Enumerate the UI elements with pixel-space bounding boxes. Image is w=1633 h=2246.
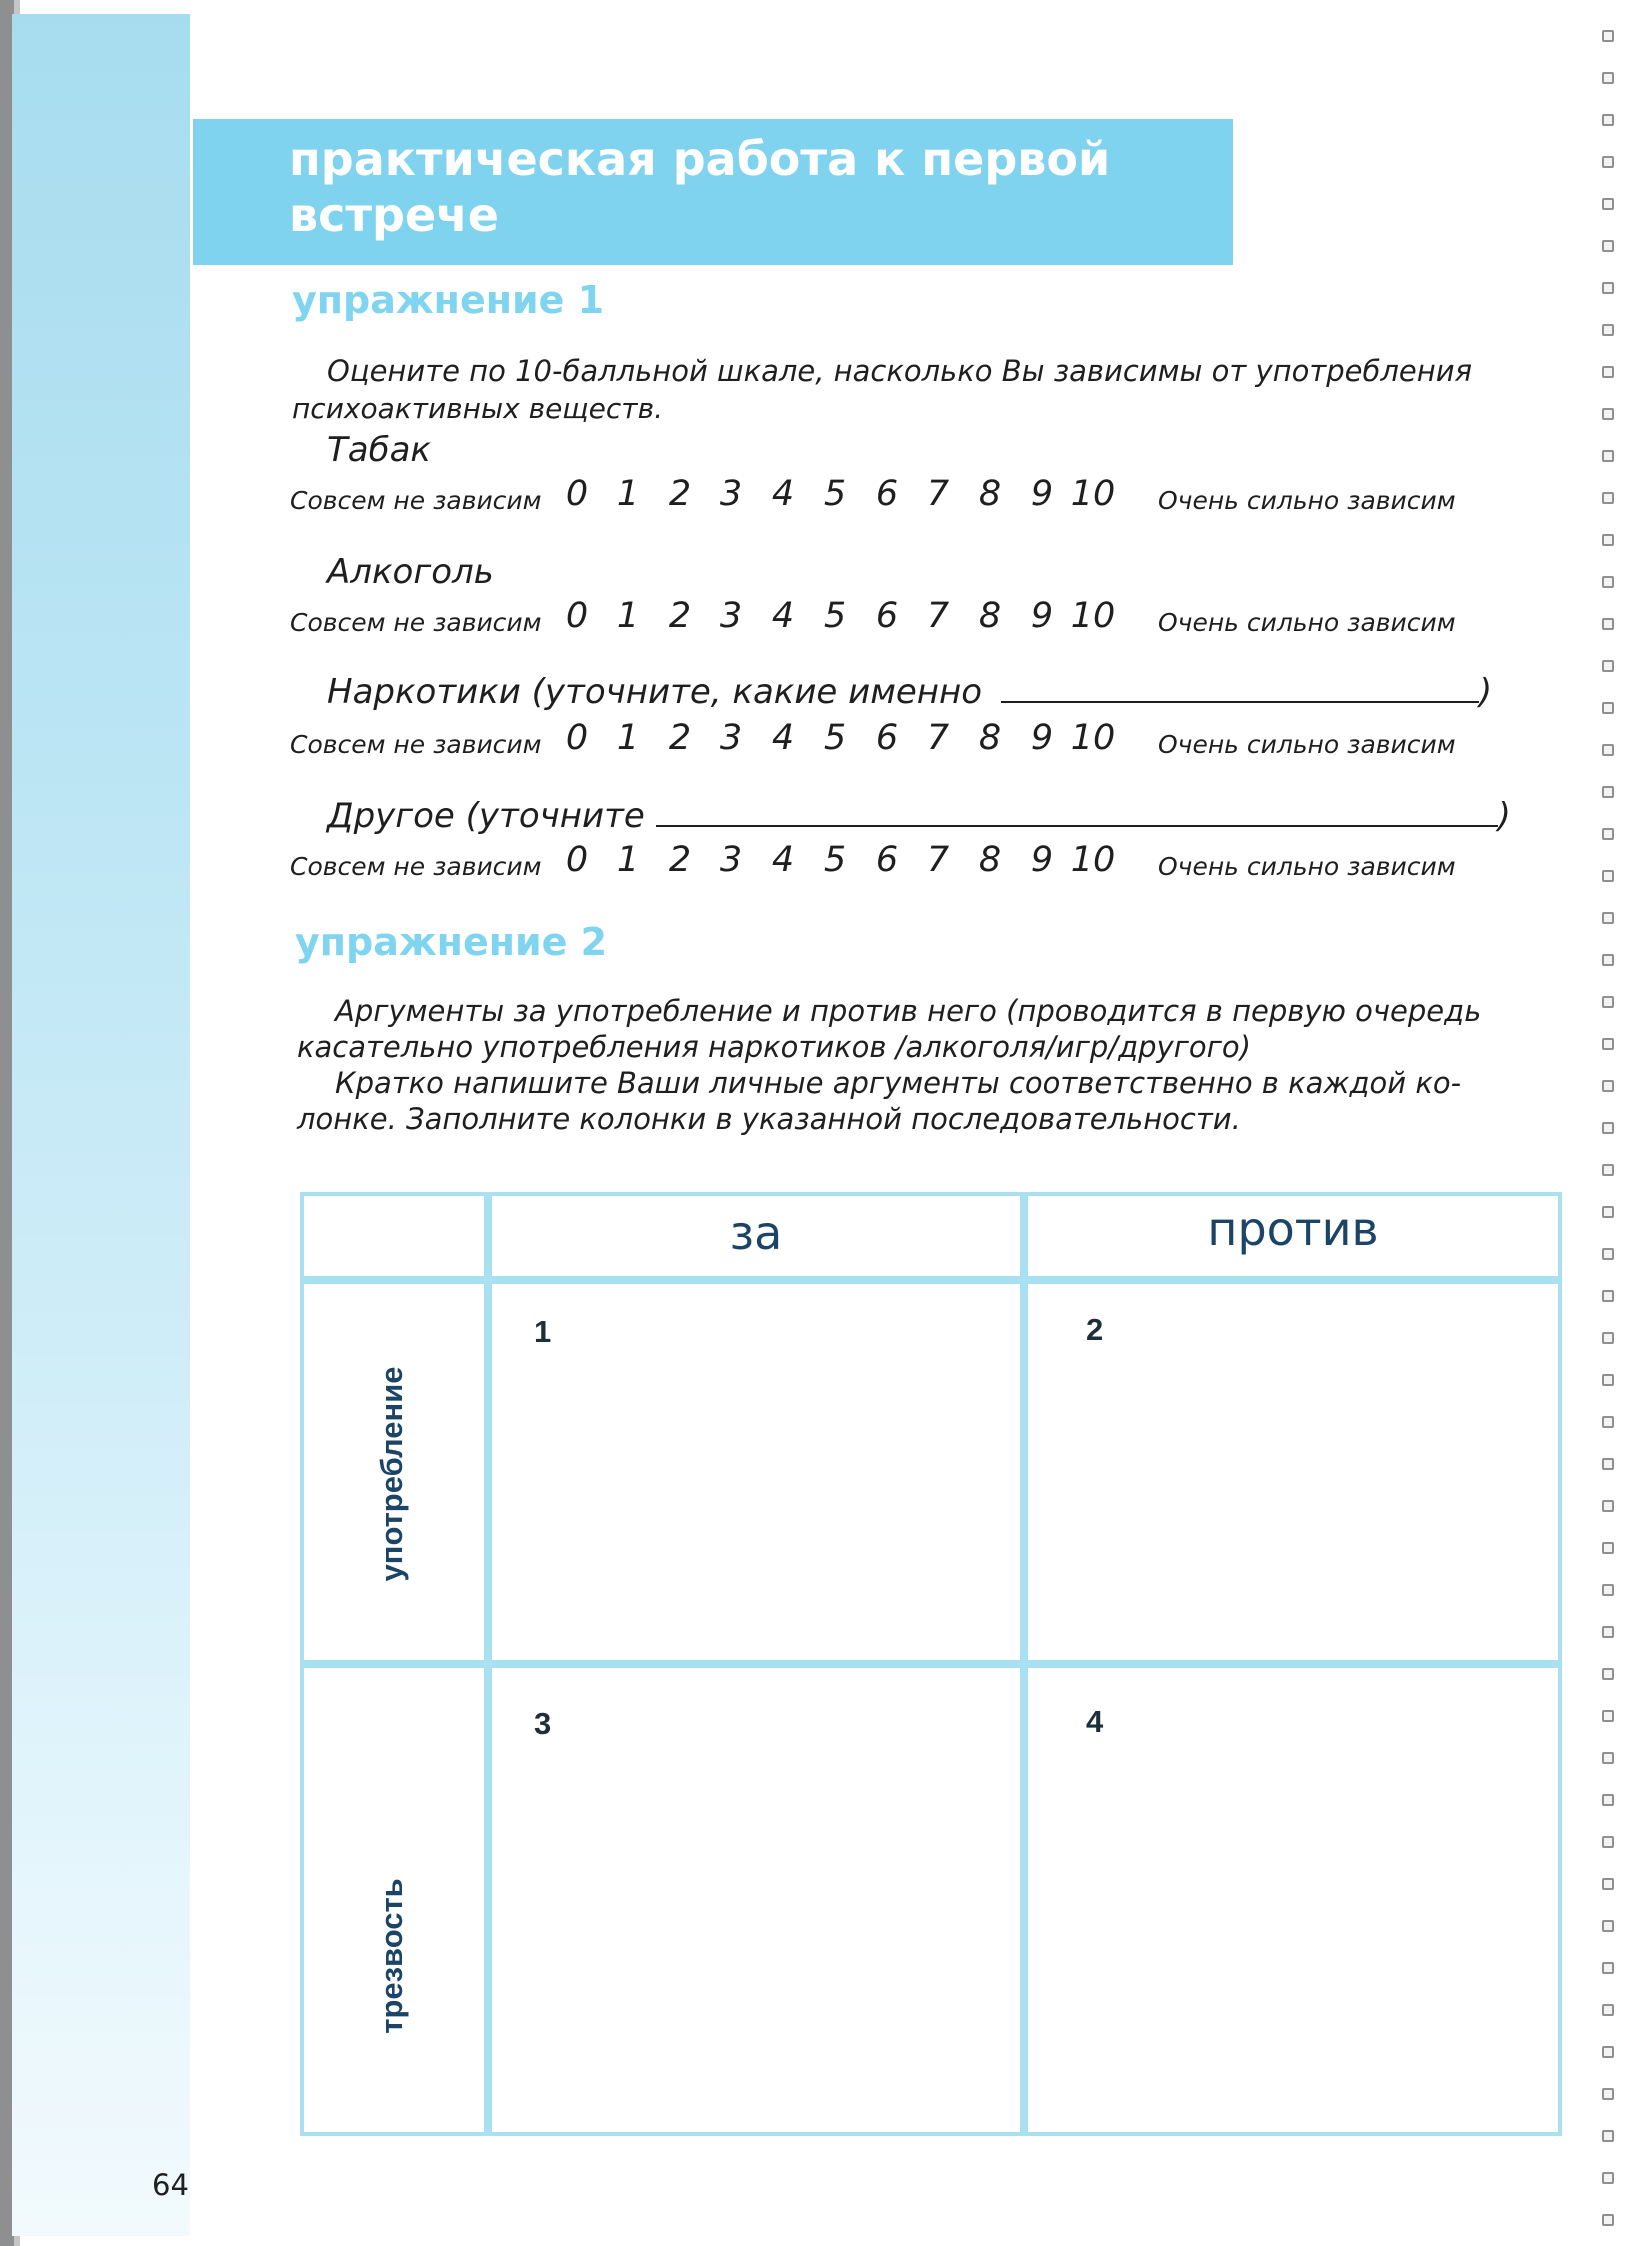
scale-value[interactable]: 2	[668, 596, 692, 636]
binding-hole	[1602, 1752, 1614, 1764]
cell-number: 4	[1086, 1704, 1104, 1739]
column-header-against: против	[1207, 1202, 1379, 1256]
binding-hole	[1602, 1332, 1614, 1344]
closing-paren: )	[1497, 796, 1511, 836]
binding-hole	[1602, 282, 1614, 294]
answer-cell-3[interactable]	[492, 1668, 1020, 2132]
scale-value[interactable]: 1	[616, 596, 640, 636]
rating-scale-other	[290, 840, 1490, 884]
binding-hole	[1602, 1626, 1614, 1638]
binding-hole	[1602, 1836, 1614, 1848]
scale-value[interactable]: 9	[1030, 474, 1054, 514]
page-title: практическая работа к первой встрече	[289, 132, 1111, 242]
binding-hole	[1602, 366, 1614, 378]
scale-value[interactable]: 5	[823, 718, 847, 758]
scale-value[interactable]: 10	[1070, 718, 1116, 758]
scale-value[interactable]: 5	[823, 596, 847, 636]
exercise-1-heading: упражнение 1	[292, 278, 605, 322]
exercise-2-heading: упражнение 2	[295, 920, 608, 964]
answer-cell-1[interactable]	[492, 1284, 1020, 1660]
exercise-2-text-line-2: касательно употребления наркотиков /алкоголя/игр/другого)	[297, 1030, 1251, 1064]
scale-label-other	[327, 796, 1511, 836]
binding-hole	[1602, 1038, 1614, 1050]
scale-value[interactable]: 3	[719, 718, 743, 758]
scale-min-label: Совсем не зависим	[290, 852, 542, 881]
cell-number: 3	[534, 1706, 552, 1741]
rating-scale-drugs	[290, 718, 1490, 762]
binding-hole	[1602, 828, 1614, 840]
spiral-binding	[1598, 20, 1618, 2230]
binding-hole	[1602, 1206, 1614, 1218]
scale-value[interactable]: 0	[565, 474, 589, 514]
binding-hole	[1602, 1164, 1614, 1176]
binding-hole	[1602, 450, 1614, 462]
scale-max-label: Очень сильно зависим	[1158, 852, 1456, 881]
scale-label-text: Алкоголь	[327, 552, 494, 592]
binding-hole	[1602, 1374, 1614, 1386]
scale-value[interactable]: 1	[616, 718, 640, 758]
scale-value[interactable]: 3	[719, 596, 743, 636]
binding-hole	[1602, 2046, 1614, 2058]
scale-value[interactable]: 3	[719, 840, 743, 880]
scale-label-drugs	[327, 672, 1492, 712]
binding-hole	[1602, 114, 1614, 126]
scale-value[interactable]: 8	[978, 840, 1002, 880]
binding-hole	[1602, 408, 1614, 420]
binding-hole	[1602, 1794, 1614, 1806]
cell-number: 2	[1086, 1312, 1104, 1347]
scale-label-text: Табак	[327, 430, 431, 470]
binding-hole	[1602, 30, 1614, 42]
rating-scale-tobacco	[290, 474, 1490, 518]
scale-min-label: Совсем не зависим	[290, 486, 542, 515]
scale-value[interactable]: 5	[823, 840, 847, 880]
binding-hole	[1602, 1080, 1614, 1092]
scale-value[interactable]: 9	[1030, 596, 1054, 636]
binding-hole	[1602, 744, 1614, 756]
binding-hole	[1602, 954, 1614, 966]
exercise-2-text-line-1: Аргументы за употребление и против него (проводится в первую очередь	[335, 994, 1482, 1028]
binding-hole	[1602, 72, 1614, 84]
binding-hole	[1602, 912, 1614, 924]
scale-value[interactable]: 4	[771, 840, 795, 880]
binding-hole	[1602, 198, 1614, 210]
row-header-sobriety: трезвость	[374, 1878, 409, 2034]
table-divider	[304, 1660, 1558, 1668]
binding-hole	[1602, 660, 1614, 672]
binding-hole	[1602, 1668, 1614, 1680]
cell-number: 1	[534, 1314, 552, 1349]
binding-hole	[1602, 1500, 1614, 1512]
binding-hole	[1602, 1962, 1614, 1974]
binding-hole	[1602, 1122, 1614, 1134]
scale-value[interactable]: 8	[978, 718, 1002, 758]
scale-value[interactable]: 0	[565, 596, 589, 636]
scale-label-text: Наркотики (уточните, какие именно	[327, 672, 983, 712]
scale-value[interactable]: 6	[875, 718, 899, 758]
scale-value[interactable]: 6	[875, 840, 899, 880]
title-banner	[193, 119, 1233, 265]
binding-hole	[1602, 492, 1614, 504]
scale-value[interactable]: 9	[1030, 840, 1054, 880]
scale-value[interactable]: 4	[771, 596, 795, 636]
column-header-for: за	[729, 1206, 783, 1260]
scale-value[interactable]: 6	[875, 474, 899, 514]
answer-cell-2[interactable]	[1028, 1284, 1558, 1660]
scale-value[interactable]: 7	[926, 718, 950, 758]
binding-hole	[1602, 240, 1614, 252]
binding-hole	[1602, 1458, 1614, 1470]
binding-hole	[1602, 2004, 1614, 2016]
binding-hole	[1602, 1710, 1614, 1722]
scale-value[interactable]: 5	[823, 474, 847, 514]
row-header-use: употребление	[374, 1366, 409, 1582]
binding-hole	[1602, 2130, 1614, 2142]
scale-value[interactable]: 10	[1070, 596, 1116, 636]
scale-value[interactable]: 3	[719, 474, 743, 514]
scale-value[interactable]: 7	[926, 596, 950, 636]
scale-value[interactable]: 1	[616, 474, 640, 514]
rating-scale-alcohol	[290, 596, 1490, 640]
binding-hole	[1602, 702, 1614, 714]
binding-hole	[1602, 2172, 1614, 2184]
scale-max-label: Очень сильно зависим	[1158, 730, 1456, 759]
scale-value[interactable]: 2	[668, 474, 692, 514]
scale-max-label: Очень сильно зависим	[1158, 608, 1456, 637]
binding-hole	[1602, 618, 1614, 630]
scale-label-text: Другое (уточните	[327, 796, 645, 836]
exercise-2-text-line-4: лонке. Заполните колонки в указанной последовательности.	[297, 1102, 1241, 1136]
page-number: 64	[152, 2168, 189, 2202]
scale-value[interactable]: 10	[1070, 474, 1116, 514]
scale-value[interactable]: 9	[1030, 718, 1054, 758]
binding-hole	[1602, 1248, 1614, 1260]
answer-cell-4[interactable]	[1028, 1668, 1558, 2132]
scale-value[interactable]: 2	[668, 840, 692, 880]
binding-hole	[1602, 2214, 1614, 2226]
exercise-1-instruction-line-2: психоактивных веществ.	[292, 392, 663, 425]
binding-hole	[1602, 576, 1614, 588]
closing-paren: )	[1478, 672, 1493, 712]
scale-value[interactable]: 7	[926, 840, 950, 880]
scale-min-label: Совсем не зависим	[290, 730, 542, 759]
scale-value[interactable]: 1	[616, 840, 640, 880]
scale-value[interactable]: 2	[668, 718, 692, 758]
scale-value[interactable]: 4	[771, 718, 795, 758]
binding-hole	[1602, 2088, 1614, 2100]
scale-min-label: Совсем не зависим	[290, 608, 542, 637]
binding-hole	[1602, 1542, 1614, 1554]
binding-hole	[1602, 534, 1614, 546]
scale-value[interactable]: 6	[875, 596, 899, 636]
scale-max-label: Очень сильно зависим	[1158, 486, 1456, 515]
binding-hole	[1602, 324, 1614, 336]
binding-hole	[1602, 996, 1614, 1008]
exercise-1-instruction-line-1: Оцените по 10-балльной шкале, насколько Вы зависимы от употребления	[327, 354, 1473, 388]
scale-value[interactable]: 8	[978, 596, 1002, 636]
exercise-2-text-line-3: Кратко напишите Ваши личные аргументы соответственно в каждой ко-	[335, 1066, 1462, 1100]
binding-hole	[1602, 1878, 1614, 1890]
decorative-side-band	[12, 14, 190, 2236]
scale-value[interactable]: 7	[926, 474, 950, 514]
table-divider	[304, 1276, 1558, 1284]
scale-label-alcohol	[327, 552, 494, 592]
binding-hole	[1602, 1920, 1614, 1932]
scale-value[interactable]: 4	[771, 474, 795, 514]
fill-in-line-other[interactable]	[656, 797, 1498, 827]
binding-hole	[1602, 870, 1614, 882]
scale-value[interactable]: 8	[978, 474, 1002, 514]
binding-hole	[1602, 786, 1614, 798]
binding-hole	[1602, 156, 1614, 168]
binding-hole	[1602, 1584, 1614, 1596]
scale-value[interactable]: 10	[1070, 840, 1116, 880]
scale-value[interactable]: 0	[565, 840, 589, 880]
binding-hole	[1602, 1416, 1614, 1428]
scale-value[interactable]: 0	[565, 718, 589, 758]
binding-hole	[1602, 1290, 1614, 1302]
fill-in-line-drugs[interactable]	[1001, 673, 1479, 703]
arguments-table	[300, 1192, 1562, 2136]
scale-label-tobacco	[327, 430, 431, 470]
